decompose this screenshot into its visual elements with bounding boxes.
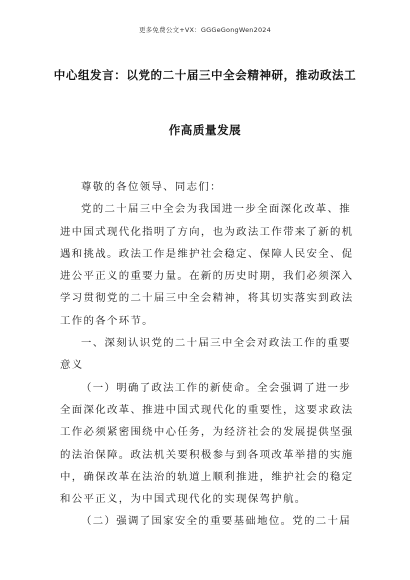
body-line: 和公平正义，为中国式现代化的实现保驾护航。 (60, 493, 307, 506)
body-line: （二）强调了国家安全的重要基础地位。党的二十届 (81, 515, 352, 528)
body-line: 全面深化改革、推进中国式现代化的重要性，这要求政法 (60, 403, 354, 416)
document-title-line-1: 中心组发言：以党的二十届三中全会精神研，推动政法工 (53, 68, 357, 82)
body-line: 的法治保障。政法机关要积极参与到各项改革举措的实施 (60, 448, 354, 461)
body-line: 进公平正义的重要力量。在新的历史时期，我们必须深入 (60, 270, 354, 283)
body-line: 党的二十届三中全会为我国进一步全面深化改革、推 (81, 203, 352, 216)
body-line: （一）明确了政法工作的新使命。全会强调了进一步 (81, 381, 352, 394)
body-line: 中，确保改革在法治的轨道上顺利推进，维护社会的稳定 (60, 470, 354, 483)
body-line: 工作的各个环节。 (60, 314, 154, 327)
section-heading: 一、深刻认识党的二十届三中全会对政法工作的重要 (81, 337, 352, 350)
salutation: 尊敬的各位领导、同志们： (81, 181, 222, 193)
body-line: 学习贯彻党的二十届三中全会精神，将其切实落实到政法 (60, 292, 354, 305)
body-line: 进中国式现代化指明了方向，也为政法工作带来了新的机 (60, 225, 354, 238)
body-line: 工作必须紧密围绕中心任务，为经济社会的发展提供坚强 (60, 426, 354, 439)
body-line: 遇和挑战。政法工作是维护社会稳定、保障人民安全、促 (60, 247, 354, 260)
section-heading-cont: 意义 (60, 359, 84, 372)
header-note: 更多免费公文+VX：GGGeGongWen2024 (139, 26, 271, 34)
document-body (60, 176, 360, 533)
document-title-line-2: 作高质量发展 (168, 123, 242, 137)
